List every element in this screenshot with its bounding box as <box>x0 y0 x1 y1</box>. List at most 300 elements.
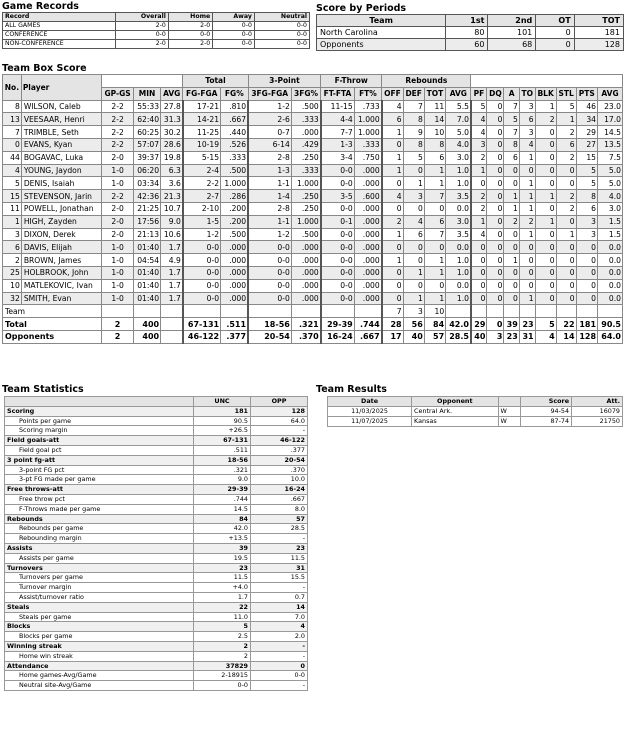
game-records-cell: ALL GAMES <box>3 22 116 31</box>
stat-opp: 57 <box>251 514 308 524</box>
totals-stat: 181 <box>576 318 597 331</box>
player-stat: 5 <box>471 100 487 113</box>
player-stat: 0 <box>487 292 504 305</box>
player-stat: 0 <box>556 164 576 177</box>
game-records-cell: NON-CONFERENCE <box>3 40 116 49</box>
player-stat: 1 <box>535 100 556 113</box>
player-stat: 1-2 <box>248 228 291 241</box>
team-results-title: Team Results <box>316 384 387 395</box>
stat-opp: 15.5 <box>251 573 308 583</box>
player-stat: 0.0 <box>598 279 623 292</box>
player-stat: .000 <box>291 254 320 267</box>
player-stat: 1.000 <box>221 177 249 190</box>
player-stat: 8 <box>504 138 519 151</box>
totals-stat: 20-54 <box>248 330 291 343</box>
stat-sub-row <box>5 426 308 436</box>
player-stat: 2 <box>382 215 403 228</box>
player-stat: 10-19 <box>183 138 221 151</box>
player-stat: 3-5 <box>321 190 354 203</box>
player-stat: 0-0 <box>321 228 354 241</box>
player-stat: 0 <box>424 241 445 254</box>
box-col-header: PTS <box>576 87 597 100</box>
team-row-label: Team <box>3 305 102 318</box>
player-stat: 4 <box>471 228 487 241</box>
player-name: VEESAAR, Henri <box>21 113 101 126</box>
player-stat: 0 <box>504 164 519 177</box>
player-stat: .000 <box>354 266 382 279</box>
player-stat: 62:40 <box>133 113 160 126</box>
stat-sub-label: Blocks per game <box>5 632 194 642</box>
player-stat: 0 <box>576 241 597 254</box>
player-stat: .200 <box>221 202 249 215</box>
player-stat: .286 <box>221 190 249 203</box>
player-stat: 1.5 <box>598 215 623 228</box>
box-col-header: AVG <box>161 87 183 100</box>
player-stat: 2 <box>556 126 576 139</box>
player-stat: 0 <box>576 254 597 267</box>
player-stat: 2 <box>556 151 576 164</box>
team-row-cell <box>535 305 556 318</box>
player-stat: 23.0 <box>598 100 623 113</box>
player-stat: 0-0 <box>183 279 221 292</box>
player-stat: .810 <box>221 100 249 113</box>
stat-category-label: Rebounds <box>5 514 194 524</box>
stat-opp: 7.0 <box>251 612 308 622</box>
period-cell: 101 <box>488 27 536 39</box>
player-stat: 0 <box>471 254 487 267</box>
player-stat: 14-21 <box>183 113 221 126</box>
player-stat: .000 <box>354 164 382 177</box>
team-results-header: Att. <box>572 397 623 407</box>
player-stat: 15 <box>576 151 597 164</box>
player-stat: 1-4 <box>248 190 291 203</box>
stat-opp: 31 <box>251 563 308 573</box>
player-stat: 0 <box>535 266 556 279</box>
player-stat: 2-2 <box>102 100 134 113</box>
player-name: SMITH, Evan <box>21 292 101 305</box>
stat-unc: 37829 <box>194 661 251 671</box>
box-col-header: BLK <box>535 87 556 100</box>
totals-stat: .744 <box>354 318 382 331</box>
stat-sub-label: Rebounding margin <box>5 534 194 544</box>
stat-unc: +4.0 <box>194 583 251 593</box>
player-stat: 1.5 <box>598 228 623 241</box>
game-records-header: Overall <box>115 13 168 22</box>
player-stat: .000 <box>221 266 249 279</box>
player-stat: 1.7 <box>161 292 183 305</box>
player-stat: .250 <box>291 151 320 164</box>
player-stat: 0.0 <box>598 254 623 267</box>
player-stat: .000 <box>354 254 382 267</box>
player-stat: 11 <box>424 100 445 113</box>
stat-opp: 0.7 <box>251 592 308 602</box>
player-stat: 46 <box>576 100 597 113</box>
player-stat: 0 <box>382 266 403 279</box>
stat-sub-label: Assist/turnover ratio <box>5 592 194 602</box>
stat-opp: .667 <box>251 494 308 504</box>
player-stat: 0 <box>487 190 504 203</box>
player-stat: 5 <box>576 177 597 190</box>
player-stat: 6 <box>556 138 576 151</box>
player-stat: 0 <box>535 292 556 305</box>
player-stat: 0-0 <box>183 241 221 254</box>
team-stats-title: Team Statistics <box>2 384 84 395</box>
player-row <box>3 126 623 139</box>
player-stat: 0 <box>519 164 535 177</box>
player-stat: .667 <box>221 113 249 126</box>
player-stat: 1 <box>519 202 535 215</box>
player-stat: 1 <box>519 190 535 203</box>
stat-opp: 4 <box>251 622 308 632</box>
player-number: 3 <box>3 228 22 241</box>
team-results-cell: Central Ark. <box>412 407 498 417</box>
team-row <box>3 305 623 318</box>
player-stat: 10 <box>424 126 445 139</box>
stat-category-row <box>5 543 308 553</box>
team-row-cell <box>576 305 597 318</box>
period-cell: 0 <box>536 39 574 51</box>
player-row <box>3 254 623 267</box>
player-stat: 29 <box>576 126 597 139</box>
period-header: 1st <box>446 15 488 27</box>
game-records-cell: 0-0 <box>254 31 309 40</box>
player-stat: 8 <box>403 138 424 151</box>
player-stat: .000 <box>291 292 320 305</box>
team-row-cell <box>291 305 320 318</box>
player-stat: 17-21 <box>183 100 221 113</box>
player-stat: 7 <box>504 100 519 113</box>
box-col-header: 3FG-FGA <box>248 87 291 100</box>
stat-opp: 2.0 <box>251 632 308 642</box>
table-row <box>328 407 623 417</box>
player-stat: 0 <box>535 151 556 164</box>
stat-sub-label: Field goal pct <box>5 445 194 455</box>
stat-sub-label: Home win streak <box>5 651 194 661</box>
player-stat: 5.0 <box>598 177 623 190</box>
player-number: 4 <box>3 164 22 177</box>
team-results-cell: W <box>498 417 521 427</box>
player-stat: 0 <box>471 266 487 279</box>
box-col-header: PF <box>471 87 487 100</box>
player-stat: 0 <box>382 202 403 215</box>
player-stat: .600 <box>354 190 382 203</box>
player-stat: 6-14 <box>248 138 291 151</box>
stat-unc: 84 <box>194 514 251 524</box>
box-col-header: AVG <box>446 87 471 100</box>
team-results-cell: W <box>498 407 521 417</box>
totals-stat: 4 <box>535 330 556 343</box>
player-stat: 5 <box>556 100 576 113</box>
totals-stat: .667 <box>354 330 382 343</box>
player-stat: 0 <box>556 177 576 190</box>
player-stat: 0 <box>471 279 487 292</box>
player-stat: .440 <box>221 126 249 139</box>
player-stat: 1-0 <box>102 164 134 177</box>
player-row <box>3 113 623 126</box>
player-stat: 0 <box>504 228 519 241</box>
stat-category-label: Free throws-att <box>5 485 194 495</box>
player-stat: 5-15 <box>183 151 221 164</box>
team-row-cell <box>354 305 382 318</box>
player-stat: 1.0 <box>446 266 471 279</box>
player-stat: .000 <box>354 292 382 305</box>
player-stat: .000 <box>221 241 249 254</box>
score-by-periods-table <box>316 14 624 51</box>
player-stat: 04:54 <box>133 254 160 267</box>
player-stat: 0 <box>487 151 504 164</box>
player-name: BOGAVAC, Luka <box>21 151 101 164</box>
stat-unc: 11.0 <box>194 612 251 622</box>
stat-sub-row <box>5 592 308 602</box>
stat-sub-row <box>5 494 308 504</box>
stat-sub-row <box>5 651 308 661</box>
stat-sub-label: Neutral site-Avg/Game <box>5 681 194 691</box>
totals-stat: 40 <box>403 330 424 343</box>
player-stat: 7 <box>424 228 445 241</box>
player-stat: 4 <box>382 190 403 203</box>
box-col-header: DQ <box>487 87 504 100</box>
totals-stat: 17 <box>382 330 403 343</box>
player-stat: 1-0 <box>102 241 134 254</box>
stat-sub-row <box>5 504 308 514</box>
totals-stat: 16-24 <box>321 330 354 343</box>
stat-opp: .370 <box>251 465 308 475</box>
stat-opp: - <box>251 583 308 593</box>
player-stat: 27 <box>576 138 597 151</box>
player-name: YOUNG, Jaydon <box>21 164 101 177</box>
player-stat: 0 <box>487 215 504 228</box>
stat-category-label: Blocks <box>5 622 194 632</box>
player-stat: 01:40 <box>133 266 160 279</box>
player-number: 15 <box>3 190 22 203</box>
player-stat: 2-2 <box>102 113 134 126</box>
player-stat: 3.5 <box>446 228 471 241</box>
player-stat: 0-0 <box>321 254 354 267</box>
player-stat: 1 <box>403 266 424 279</box>
stat-unc: 90.5 <box>194 416 251 426</box>
player-stat: 0 <box>519 241 535 254</box>
player-stat: .733 <box>354 100 382 113</box>
player-stat: .000 <box>221 292 249 305</box>
player-stat: .000 <box>221 254 249 267</box>
player-stat: 0 <box>519 266 535 279</box>
player-stat: 0.0 <box>446 279 471 292</box>
totals-stat <box>161 330 183 343</box>
player-stat: 2-7 <box>183 190 221 203</box>
player-stat: 21:25 <box>133 202 160 215</box>
player-stat: 6 <box>382 113 403 126</box>
table-row <box>317 39 624 51</box>
player-stat: 0-0 <box>321 241 354 254</box>
totals-stat: 29-39 <box>321 318 354 331</box>
stat-category-label: Scoring <box>5 406 194 416</box>
stat-opp: 8.0 <box>251 504 308 514</box>
player-name: HIGH, Zayden <box>21 215 101 228</box>
team-results-cell: 11/03/2025 <box>328 407 412 417</box>
stat-sub-label: Rebounds per game <box>5 524 194 534</box>
player-stat: 3.0 <box>446 151 471 164</box>
totals-stat: 57 <box>424 330 445 343</box>
player-stat: 0 <box>487 254 504 267</box>
player-stat: 2-0 <box>102 228 134 241</box>
player-stat: 30.2 <box>161 126 183 139</box>
player-stat: 13.5 <box>598 138 623 151</box>
player-stat: 0 <box>487 279 504 292</box>
stat-sub-label: Assists per game <box>5 553 194 563</box>
stat-unc: +26.5 <box>194 426 251 436</box>
player-stat: 2 <box>471 190 487 203</box>
player-stat: 0 <box>535 279 556 292</box>
player-stat: 2 <box>556 202 576 215</box>
player-stat: 0 <box>382 177 403 190</box>
player-row <box>3 202 623 215</box>
player-number: 0 <box>3 138 22 151</box>
player-stat: 0-1 <box>321 215 354 228</box>
team-results-cell: 21750 <box>572 417 623 427</box>
player-number: 7 <box>3 126 22 139</box>
stat-unc: 19.5 <box>194 553 251 563</box>
player-stat: .250 <box>291 202 320 215</box>
player-stat: 60:25 <box>133 126 160 139</box>
player-stat: 1-0 <box>102 177 134 190</box>
stat-opp: 16-24 <box>251 485 308 495</box>
player-stat: 4 <box>471 126 487 139</box>
player-stat: 9.0 <box>161 215 183 228</box>
player-number: 32 <box>3 292 22 305</box>
player-stat: 0-0 <box>248 241 291 254</box>
stat-unc: .321 <box>194 465 251 475</box>
player-stat: 1-0 <box>102 266 134 279</box>
totals-stat: .370 <box>291 330 320 343</box>
player-stat: 0 <box>556 215 576 228</box>
player-stat: 0.0 <box>598 241 623 254</box>
player-row <box>3 177 623 190</box>
player-stat: 7 <box>403 100 424 113</box>
player-stat: 1-2 <box>248 100 291 113</box>
player-stat: 1-5 <box>183 215 221 228</box>
totals-stat: 46-122 <box>183 330 221 343</box>
player-stat: 17:56 <box>133 215 160 228</box>
score-by-periods-title: Score by Periods <box>316 3 407 14</box>
player-stat: 9 <box>403 126 424 139</box>
box-col-header: FG% <box>221 87 249 100</box>
game-records-header: Record <box>3 13 116 22</box>
player-stat: 1.0 <box>446 292 471 305</box>
player-stat: 1 <box>519 151 535 164</box>
stat-unc: 67-131 <box>194 436 251 446</box>
totals-stat: 400 <box>133 330 160 343</box>
player-stat: 1 <box>556 113 576 126</box>
player-stat: 0-0 <box>248 254 291 267</box>
box-col-header: FT-FTA <box>321 87 354 100</box>
stat-category-row <box>5 661 308 671</box>
game-records-cell: 0-0 <box>168 31 212 40</box>
player-stat: 0-0 <box>321 292 354 305</box>
stat-category-row <box>5 406 308 416</box>
game-records-cell: 2-0 <box>115 40 168 49</box>
player-stat: 1.000 <box>291 215 320 228</box>
stat-sub-row <box>5 416 308 426</box>
stat-opp: 23 <box>251 543 308 553</box>
player-stat: 4 <box>519 138 535 151</box>
stat-unc: 1.7 <box>194 592 251 602</box>
stat-opp: 128 <box>251 406 308 416</box>
totals-row <box>3 330 623 343</box>
player-stat: 1 <box>424 254 445 267</box>
stat-opp: 0-0 <box>251 671 308 681</box>
team-results-header: Date <box>328 397 412 407</box>
stat-unc: .511 <box>194 445 251 455</box>
totals-stat: .377 <box>221 330 249 343</box>
player-name: TRIMBLE, Seth <box>21 126 101 139</box>
player-stat: 1 <box>556 228 576 241</box>
player-stat: .250 <box>291 190 320 203</box>
player-stat: 0.0 <box>598 292 623 305</box>
period-header: OT <box>536 15 574 27</box>
player-stat: 1 <box>504 202 519 215</box>
stat-sub-label: Turnovers per game <box>5 573 194 583</box>
totals-stat: 64.0 <box>598 330 623 343</box>
player-stat: .500 <box>291 100 320 113</box>
player-stat: 5.0 <box>446 126 471 139</box>
box-col-header: 3FG% <box>291 87 320 100</box>
box-col-header: A <box>504 87 519 100</box>
player-stat: 0 <box>487 113 504 126</box>
stat-category-row <box>5 514 308 524</box>
player-stat: 0 <box>535 177 556 190</box>
player-stat: 0 <box>535 241 556 254</box>
stat-sub-label: Points per game <box>5 416 194 426</box>
team-row-cell <box>248 305 291 318</box>
team-results-header <box>498 397 521 407</box>
group-total: Total <box>183 75 248 88</box>
player-stat: 2 <box>471 151 487 164</box>
box-col-header: FT% <box>354 87 382 100</box>
period-cell: 0 <box>536 27 574 39</box>
player-stat: 14.5 <box>598 126 623 139</box>
player-stat: 14 <box>424 113 445 126</box>
player-stat: .500 <box>221 228 249 241</box>
player-number: 8 <box>3 100 22 113</box>
team-row-cell <box>519 305 535 318</box>
team-row-cell <box>504 305 519 318</box>
player-stat: 11-15 <box>321 100 354 113</box>
period-header: 2nd <box>488 15 536 27</box>
team-results-cell: 11/07/2025 <box>328 417 412 427</box>
player-stat: 6 <box>504 151 519 164</box>
game-records-cell: 0-0 <box>254 22 309 31</box>
player-stat: 2-2 <box>102 138 134 151</box>
player-stat: 1 <box>504 190 519 203</box>
stat-category-label: Field goals-att <box>5 436 194 446</box>
player-stat: 0 <box>576 279 597 292</box>
stat-sub-row <box>5 524 308 534</box>
stat-category-label: Steals <box>5 602 194 612</box>
stat-opp: - <box>251 681 308 691</box>
player-stat: .000 <box>354 228 382 241</box>
player-stat: 2-2 <box>102 190 134 203</box>
player-name: BROWN, James <box>21 254 101 267</box>
player-stat: 01:40 <box>133 279 160 292</box>
player-row <box>3 228 623 241</box>
stat-unc: 0-0 <box>194 681 251 691</box>
team-results-header: Score <box>521 397 572 407</box>
totals-label: Total <box>3 318 102 331</box>
player-number: 11 <box>3 202 22 215</box>
stat-opp: .377 <box>251 445 308 455</box>
player-stat: 39:37 <box>133 151 160 164</box>
period-header: TOT <box>574 15 623 27</box>
